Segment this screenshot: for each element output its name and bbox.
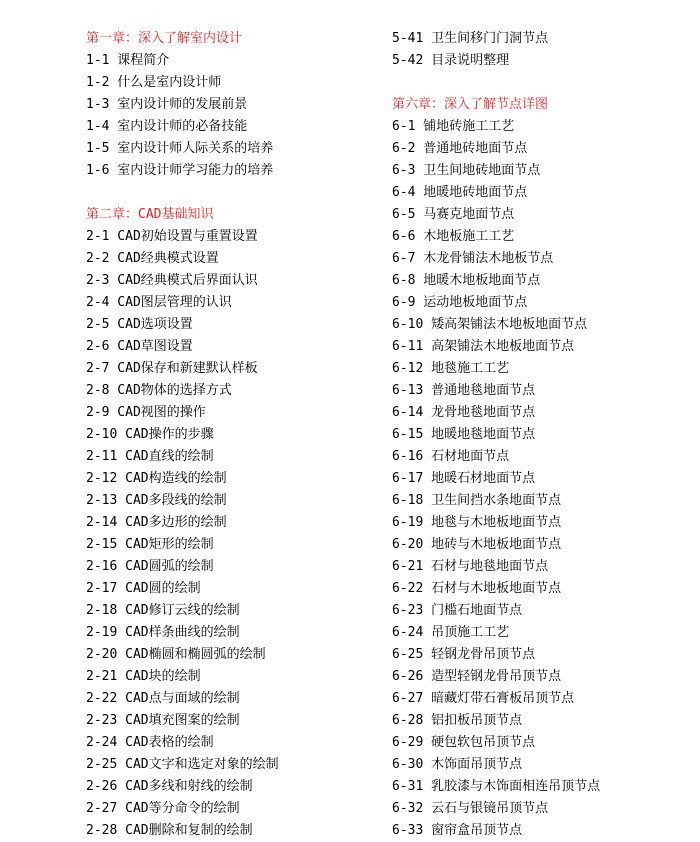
left-column bbox=[86, 28, 279, 842]
toc-item: 2-25 CAD文字和选定对象的绘制 bbox=[86, 757, 279, 772]
toc-item: 6-23 门槛石地面节点 bbox=[392, 603, 523, 618]
toc-item: 2-13 CAD多段线的绘制 bbox=[86, 493, 227, 508]
toc-item: 6-15 地暖地毯地面节点 bbox=[392, 427, 536, 442]
toc-item: 6-17 地暖石材地面节点 bbox=[392, 471, 536, 486]
toc-item: 2-20 CAD椭圆和椭圆弧的绘制 bbox=[86, 647, 266, 662]
toc-item: 6-31 乳胶漆与木饰面相连吊顶节点 bbox=[392, 779, 601, 794]
toc-item: 6-16 石材地面节点 bbox=[392, 449, 510, 464]
toc-item: 6-25 轻钢龙骨吊顶节点 bbox=[392, 647, 536, 662]
chapter-2-heading: 第二章：CAD基础知识 bbox=[86, 207, 214, 222]
toc-item: 2-8 CAD物体的选择方式 bbox=[86, 383, 232, 398]
toc-item: 6-4 地暖地砖地面节点 bbox=[392, 185, 528, 200]
toc-item: 2-11 CAD直线的绘制 bbox=[86, 449, 214, 464]
toc-item: 6-32 云石与银镜吊顶节点 bbox=[392, 801, 549, 816]
toc-item: 6-6 木地板施工工艺 bbox=[392, 229, 515, 244]
toc-item: 6-5 马赛克地面节点 bbox=[392, 207, 515, 222]
toc-item: 2-4 CAD图层管理的认识 bbox=[86, 295, 232, 310]
toc-item: 2-5 CAD选项设置 bbox=[86, 317, 193, 332]
toc-item: 6-12 地毯施工工艺 bbox=[392, 361, 510, 376]
toc-item: 2-21 CAD块的绘制 bbox=[86, 669, 201, 684]
toc-item: 6-18 卫生间挡水条地面节点 bbox=[392, 493, 562, 508]
toc-item: 2-17 CAD圆的绘制 bbox=[86, 581, 201, 596]
chapter-spacer bbox=[86, 182, 279, 204]
toc-item: 2-19 CAD样条曲线的绘制 bbox=[86, 625, 240, 640]
toc-item: 2-12 CAD构造线的绘制 bbox=[86, 471, 227, 486]
toc-item: 6-8 地暖木地板地面节点 bbox=[392, 273, 541, 288]
toc-item: 6-19 地毯与木地板地面节点 bbox=[392, 515, 562, 530]
toc-item: 1-4 室内设计师的必备技能 bbox=[86, 119, 248, 134]
toc-item: 2-26 CAD多线和射线的绘制 bbox=[86, 779, 253, 794]
chapter-1-heading: 第一章：深入了解室内设计 bbox=[86, 31, 243, 46]
toc-item: 2-15 CAD矩形的绘制 bbox=[86, 537, 214, 552]
toc-item: 2-10 CAD操作的步骤 bbox=[86, 427, 214, 442]
toc-item: 6-20 地砖与木地板地面节点 bbox=[392, 537, 562, 552]
toc-item: 6-26 造型轻钢龙骨吊顶节点 bbox=[392, 669, 562, 684]
right-column bbox=[392, 28, 600, 842]
toc-item: 1-3 室内设计师的发展前景 bbox=[86, 97, 248, 112]
toc-item: 6-1 铺地砖施工工艺 bbox=[392, 119, 515, 134]
toc-item: 6-29 硬包软包吊顶节点 bbox=[392, 735, 536, 750]
chapter-1-list bbox=[86, 50, 279, 182]
toc-item: 6-2 普通地砖地面节点 bbox=[392, 141, 528, 156]
toc-item: 6-24 吊顶施工工艺 bbox=[392, 625, 510, 640]
toc-item: 1-5 室内设计师人际关系的培养 bbox=[86, 141, 274, 156]
toc-item: 2-14 CAD多边形的绘制 bbox=[86, 515, 227, 530]
chapter-6-list bbox=[392, 116, 600, 842]
toc-item: 2-22 CAD点与面域的绘制 bbox=[86, 691, 240, 706]
toc-item: 6-10 矮高架铺法木地板地面节点 bbox=[392, 317, 588, 332]
toc-item: 6-7 木龙骨铺法木地板节点 bbox=[392, 251, 554, 266]
chapter-2-list bbox=[86, 226, 279, 842]
toc-item: 6-11 高架铺法木地板地面节点 bbox=[392, 339, 575, 354]
toc-item: 2-1 CAD初始设置与重置设置 bbox=[86, 229, 258, 244]
toc-item: 6-27 暗藏灯带石膏板吊顶节点 bbox=[392, 691, 575, 706]
toc-item: 2-2 CAD经典模式设置 bbox=[86, 251, 219, 266]
toc-item: 2-18 CAD修订云线的绘制 bbox=[86, 603, 240, 618]
toc-item: 6-22 石材与木地板地面节点 bbox=[392, 581, 562, 596]
toc-item: 2-28 CAD删除和复制的绘制 bbox=[86, 823, 253, 838]
toc-item: 5-41 卫生间移门门洞节点 bbox=[392, 31, 549, 46]
toc-item: 6-14 龙骨地毯地面节点 bbox=[392, 405, 536, 420]
toc-item: 5-42 目录说明整理 bbox=[392, 53, 510, 68]
toc-item: 2-7 CAD保存和新建默认样板 bbox=[86, 361, 258, 376]
toc-item: 6-33 窗帘盒吊顶节点 bbox=[392, 823, 523, 838]
toc-item: 2-27 CAD等分命令的绘制 bbox=[86, 801, 240, 816]
toc-item: 1-2 什么是室内设计师 bbox=[86, 75, 222, 90]
toc-item: 2-24 CAD表格的绘制 bbox=[86, 735, 214, 750]
toc-item: 2-3 CAD经典模式后界面认识 bbox=[86, 273, 258, 288]
toc-item: 2-9 CAD视图的操作 bbox=[86, 405, 206, 420]
chapter-spacer bbox=[392, 72, 600, 94]
toc-item: 2-6 CAD草图设置 bbox=[86, 339, 193, 354]
toc-item: 6-30 木饰面吊顶节点 bbox=[392, 757, 523, 772]
toc-item: 6-21 石材与地毯地面节点 bbox=[392, 559, 549, 574]
toc-item: 1-6 室内设计师学习能力的培养 bbox=[86, 163, 274, 178]
toc-item: 6-3 卫生间地砖地面节点 bbox=[392, 163, 541, 178]
chapter-6-heading: 第六章：深入了解节点详图 bbox=[392, 97, 549, 112]
toc-item: 1-1 课程简介 bbox=[86, 53, 170, 68]
toc-item: 2-23 CAD填充图案的绘制 bbox=[86, 713, 240, 728]
toc-item: 2-16 CAD圆弧的绘制 bbox=[86, 559, 214, 574]
toc-item: 6-9 运动地板地面节点 bbox=[392, 295, 528, 310]
chapter-5-tail-list bbox=[392, 28, 600, 72]
toc-item: 6-13 普通地毯地面节点 bbox=[392, 383, 536, 398]
toc-item: 6-28 铝扣板吊顶节点 bbox=[392, 713, 523, 728]
